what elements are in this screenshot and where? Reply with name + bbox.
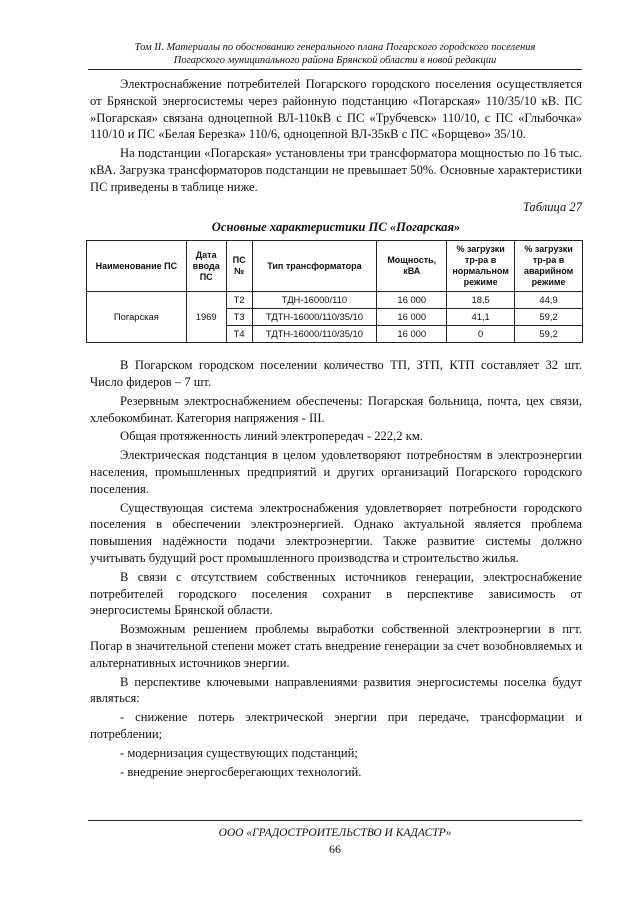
header-line-2: Погарского муниципального района Брянской области в новой редакции <box>173 55 497 66</box>
cell-emergency: 59,2 <box>515 309 583 326</box>
paragraph: Резервным электроснабжением обеспечены: Погарская больница, почта, цех связи, хлебокомбинат. Категория напряжения - III. <box>90 393 582 425</box>
header-load-normal: % загрузки тр-ра в нормальном режиме <box>447 241 515 292</box>
paragraph: Возможным решением проблемы выработки собственной электроэнергии в пгт. Погар в значительной степени может стать внедрение генерации за счет возобновляемых и альтернативных источников энергии. <box>90 622 582 670</box>
body-text <box>90 76 582 782</box>
header-type: Тип трансформатора <box>252 241 377 292</box>
station-name-cell: Погарская <box>87 292 187 343</box>
table-header-row <box>87 241 583 292</box>
header-power: Мощность, кВА <box>377 241 447 292</box>
cell-no: Т2 <box>226 292 252 309</box>
paragraph: Электроснабжение потребителей Погарского городского поселения осуществляется от Брянской энергосистемы через районную подстанцию «Погарская» 110/35/10 кВ. ПС »Погарская» связана одноцепной ВЛ-110кВ с ПС «Трубчевск» 110/10, с ПС «Глыбочка» 110/10 и ПС «Белая Березка» 110/6, одноцепной ВЛ-35кВ с ПС «Борщево» 35/10. <box>90 77 582 142</box>
cell-normal: 41,1 <box>447 309 515 326</box>
station-date-cell: 1969 <box>186 292 226 343</box>
list-item: - снижение потерь электрической энергии при передаче, трансформации и потреблении; <box>90 710 582 741</box>
table-title: Основные характеристики ПС «Погарская» <box>211 220 461 235</box>
footer-divider <box>88 820 582 821</box>
paragraph: В Погарском городском поселении количество ТП, ЗТП, КТП составляет 32 шт. Число фидеров – 7 шт. <box>90 358 582 389</box>
paragraph: На подстанции «Погарская» установлены три трансформатора мощностью по 16 тыс. кВА. Загрузка трансформаторов подстанции не превышает 50%. Основные характеристики ПС приведены в таблице ниже. <box>90 146 582 194</box>
substation-table <box>86 240 583 343</box>
table-row <box>87 292 583 309</box>
page-number: 66 <box>329 842 341 856</box>
list-item: - внедрение энергосберегающих технологий. <box>120 764 362 779</box>
paragraph: Существующая система электроснабжения удовлетворяет потребности городского поселения в обеспечении электроэнергией. Однако актуальной является проблема повышения надёжности подачи электроэнергии. Также развитие системы должно учитывать будущий рост промышленного производства и строительство жилья. <box>90 500 582 565</box>
cell-power: 16 000 <box>377 292 447 309</box>
cell-emergency: 59,2 <box>515 326 583 343</box>
list-item: - модернизация существующих подстанций; <box>120 745 358 760</box>
cell-type: ТДТН-16000/110/35/10 <box>252 309 377 326</box>
cell-no: Т3 <box>226 309 252 326</box>
cell-emergency: 44,9 <box>515 292 583 309</box>
cell-no: Т4 <box>226 326 252 343</box>
paragraph: В перспективе ключевыми направлениями развития энергосистемы поселка будут являться: <box>90 674 582 706</box>
cell-type: ТДТН-16000/110/35/10 <box>252 326 377 343</box>
footer-org: ООО «ГРАДОСТРОИТЕЛЬСТВО И КАДАСТР» <box>218 827 452 839</box>
paragraph: В связи с отсутствием собственных источников генерации, электроснабжение потребителей городского поселения сохранит в перспективе зависимость от энергосистемы Брянской области. <box>90 569 582 618</box>
header-name: Наименование ПС <box>87 241 187 292</box>
paragraph: Общая протяженность линий электропередач - 222,2 км. <box>120 429 423 444</box>
cell-normal: 0 <box>447 326 515 343</box>
header-load-emergency: % загрузки тр-ра в аварийном режиме <box>515 241 583 292</box>
cell-power: 16 000 <box>377 326 447 343</box>
paragraph: Электрическая подстанция в целом удовлетворяют потребностям в электроэнергии населения, промышленных предприятий и других организаций Погарского городского поселения. <box>90 448 582 496</box>
header-date: Дата ввода ПС <box>186 241 226 292</box>
header-line-1: Том II. Материалы по обоснованию генерального плана Погарского городского поселения <box>134 42 536 53</box>
header-ps-no: ПС № <box>226 241 252 292</box>
running-header <box>90 41 580 67</box>
header-divider <box>88 69 582 70</box>
cell-type: ТДН-16000/110 <box>252 292 377 309</box>
table-label: Таблица 27 <box>522 199 582 214</box>
cell-normal: 18,5 <box>447 292 515 309</box>
cell-power: 16 000 <box>377 309 447 326</box>
